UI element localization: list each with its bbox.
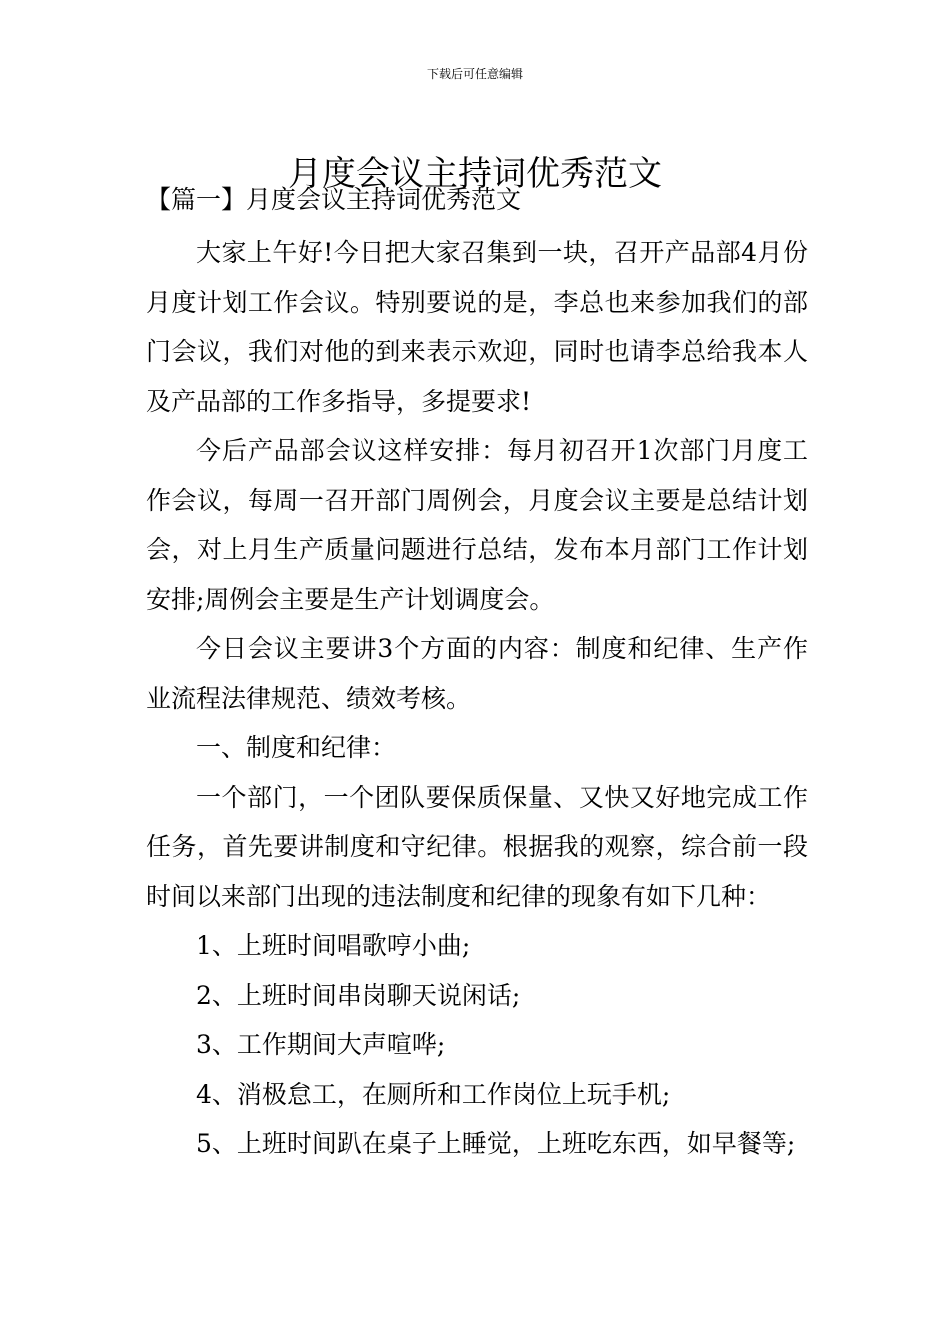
paragraph-discipline: 一个部门，一个团队要保质保量、又快又好地完成工作任务，首先要讲制度和守纪律。根据我的观察，综合前一段时间以来部门出现的违法制度和纪律的现象有如下几种：: [146, 782, 808, 911]
paragraph-meeting-schedule: 今后产品部会议这样安排：每月初召开1次部门月度工作会议，每周一召开部门周例会，月度会议主要是总结计划会，对上月生产质量问题进行总结，发布本月部门工作计划安排;周例会主要是生产计划调度会。: [146, 436, 808, 614]
section-heading: 【篇一】月度会议主持词优秀范文: [146, 185, 522, 214]
list-item: 1、上班时间唱歌哼小曲;: [196, 931, 471, 960]
list-item: 3、工作期间大声喧哗;: [196, 1030, 446, 1059]
document-body: [146, 228, 808, 1169]
download-note: 下载后可任意编辑: [426, 67, 523, 81]
document-title: 月度会议主持词优秀范文: [288, 153, 662, 194]
list-item: 5、上班时间趴在桌子上睡觉，上班吃东西，如早餐等;: [196, 1129, 796, 1158]
list-item: 2、上班时间串岗聊天说闲话;: [196, 980, 521, 1010]
list-item: 4、消极怠工，在厕所和工作岗位上玩手机;: [196, 1079, 671, 1109]
paragraph-agenda: 今日会议主要讲3个方面的内容：制度和纪律、生产作业流程法律规范、绩效考核。: [146, 634, 808, 713]
paragraph-opening: 大家上午好!今日把大家召集到一块，召开产品部4月份月度计划工作会议。特别要说的是，李总也来参加我们的部门会议，我们对他的到来表示欢迎，同时也请李总给我本人及产品部的工作多指导，多提要求!: [146, 238, 808, 416]
paragraph-section-one-heading: 一、制度和纪律：: [196, 733, 397, 762]
